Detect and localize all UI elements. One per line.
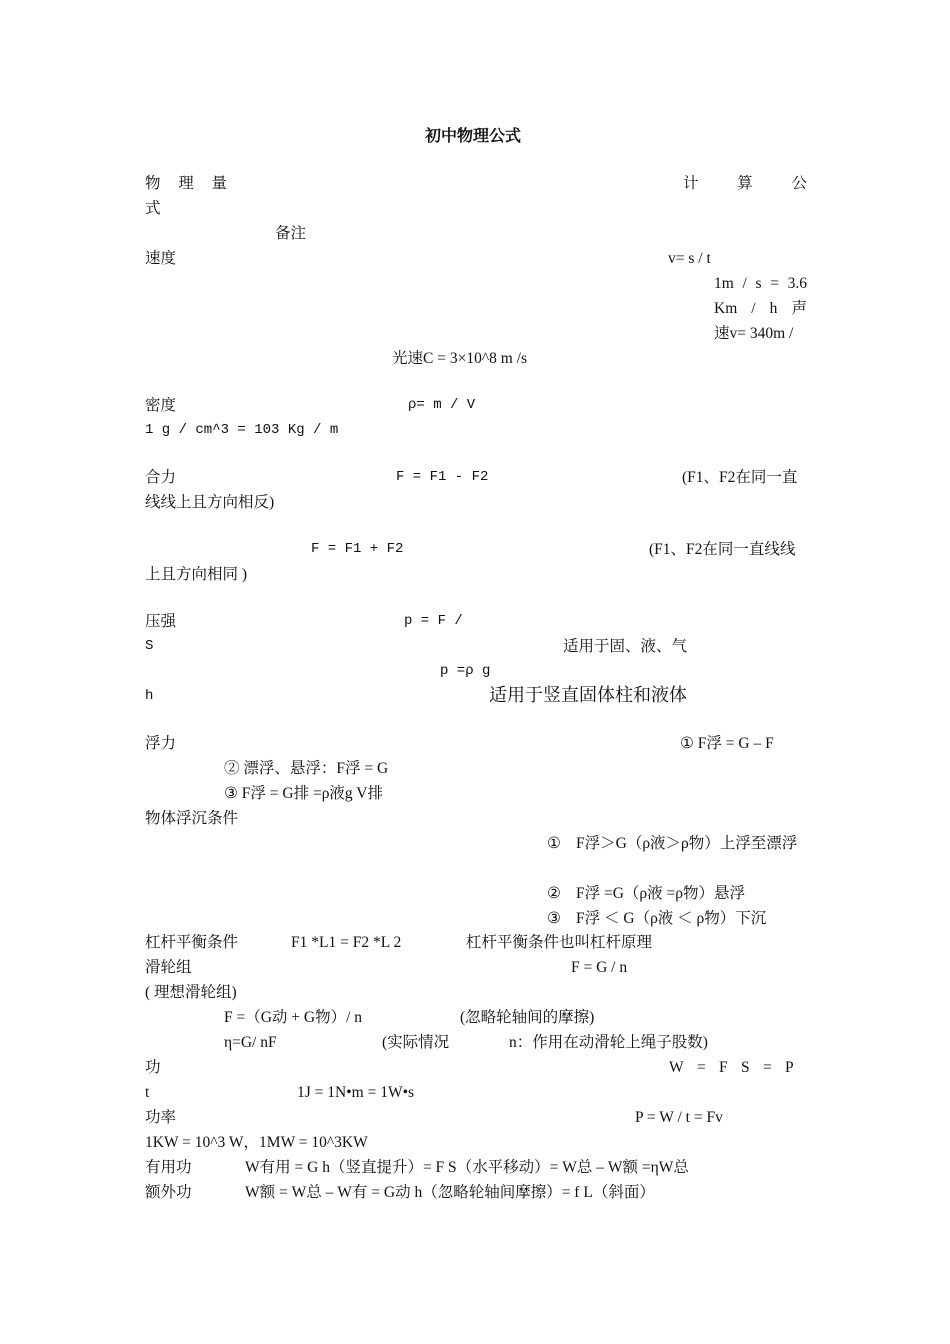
buoyancy-formula-3: ③ F浮 = G排 =ρ液g V排 — [224, 785, 383, 802]
pulley-note-2: (忽略轮轴间的摩擦) — [460, 1009, 595, 1026]
header-formula: 计 算 公 — [683, 175, 807, 192]
lever-formula: F1 *L1 = F2 *L 2 — [291, 934, 402, 951]
buoyancy-formula-1: ① F浮 = G – F — [680, 735, 774, 752]
float-sink-marker-2: ② — [547, 885, 561, 902]
force-formula-2: F = F1 + F2 — [311, 541, 404, 557]
pressure-formula-2b: h — [145, 688, 154, 704]
float-sink-item-3: F浮 ＜ G（ρ液 ＜ ρ物）下沉 — [576, 910, 767, 927]
float-sink-item-2: F浮 =G（ρ液 =ρ物）悬浮 — [576, 885, 746, 902]
pulley-ideal: ( 理想滑轮组) — [145, 984, 237, 1001]
power-unit: 1KW = 10^3 W，1MW = 10^3KW — [145, 1134, 368, 1151]
pulley-formula-2: F =（G动 + G物）/ n — [224, 1009, 363, 1026]
buoyancy-formula-2: ② 漂浮、悬浮：F浮 = G — [224, 760, 389, 777]
pressure-label: 压强 — [145, 613, 177, 630]
pressure-note-2: 适用于竖直固体柱和液体 — [489, 685, 687, 705]
density-note: 1 g / cm^3 = 103 Kg / m — [145, 422, 339, 438]
work-label: 功 — [145, 1059, 161, 1076]
density-formula: ρ= m / V — [408, 397, 476, 413]
work-formula-cont: t — [145, 1084, 150, 1101]
header-note: 备注 — [275, 225, 307, 242]
density-label: 密度 — [145, 397, 177, 414]
force-note-2b: 上且方向相同 ) — [145, 566, 248, 583]
pulley-note-3b: n：作用在动滑轮上绳子股数) — [509, 1034, 708, 1051]
float-sink-label: 物体浮沉条件 — [145, 810, 239, 827]
float-sink-item-1: F浮＞G（ρ液＞ρ物）上浮至漂浮 — [576, 835, 798, 852]
velocity-note-2: Km / h 声 — [714, 300, 807, 317]
force-formula-1: F = F1 - F2 — [396, 469, 489, 485]
header-quantity: 物 理 量 — [145, 175, 227, 192]
pressure-note-1: 适用于固、液、气 — [563, 638, 688, 655]
float-sink-marker-1: ① — [547, 835, 561, 852]
useful-work-label: 有用功 — [145, 1159, 192, 1176]
header-formula-cont: 式 — [145, 200, 161, 217]
lever-note: 杠杆平衡条件也叫杠杆原理 — [466, 934, 653, 951]
velocity-note-1: 1m / s = 3.6 — [714, 275, 807, 292]
buoyancy-label: 浮力 — [145, 735, 177, 752]
pulley-formula-1: F = G / n — [571, 959, 628, 976]
lever-label: 杠杆平衡条件 — [145, 934, 239, 951]
pulley-label: 滑轮组 — [145, 959, 192, 976]
force-note-1b: 线线上且方向相反) — [145, 494, 275, 511]
pressure-formula-2a: p =ρ g — [440, 663, 491, 679]
work-formula: W = F S = P — [669, 1059, 794, 1076]
work-unit: 1J = 1N•m = 1W•s — [297, 1084, 415, 1101]
extra-work-formula: W额 = W总 – W有 = G动 h（忽略轮轴间摩擦）= f L（斜面） — [245, 1184, 655, 1201]
page-title: 初中物理公式 — [425, 128, 522, 145]
velocity-note-3: 速v= 340m / — [714, 325, 794, 342]
pulley-note-3a: (实际情况 — [382, 1034, 450, 1051]
pressure-formula-1b: S — [145, 638, 154, 654]
force-label: 合力 — [145, 469, 177, 486]
extra-work-label: 额外功 — [145, 1184, 192, 1201]
velocity-light: 光速C = 3×10^8 m /s — [392, 350, 527, 367]
power-label: 功率 — [145, 1109, 177, 1126]
power-formula: P = W / t = Fv — [635, 1109, 723, 1126]
pressure-formula-1a: p = F / — [404, 613, 463, 629]
float-sink-marker-3: ③ — [547, 910, 561, 927]
velocity-label: 速度 — [145, 250, 177, 267]
pulley-formula-3: η=G/ nF — [224, 1034, 277, 1051]
useful-work-formula: W有用 = G h（竖直提升）= F S（水平移动）= W总 – W额 =ηW总 — [245, 1159, 689, 1176]
force-note-1a: (F1、F2在同一直 — [682, 469, 798, 486]
velocity-formula: v= s / t — [668, 250, 711, 267]
force-note-2a: (F1、F2在同一直线线 — [649, 541, 796, 558]
